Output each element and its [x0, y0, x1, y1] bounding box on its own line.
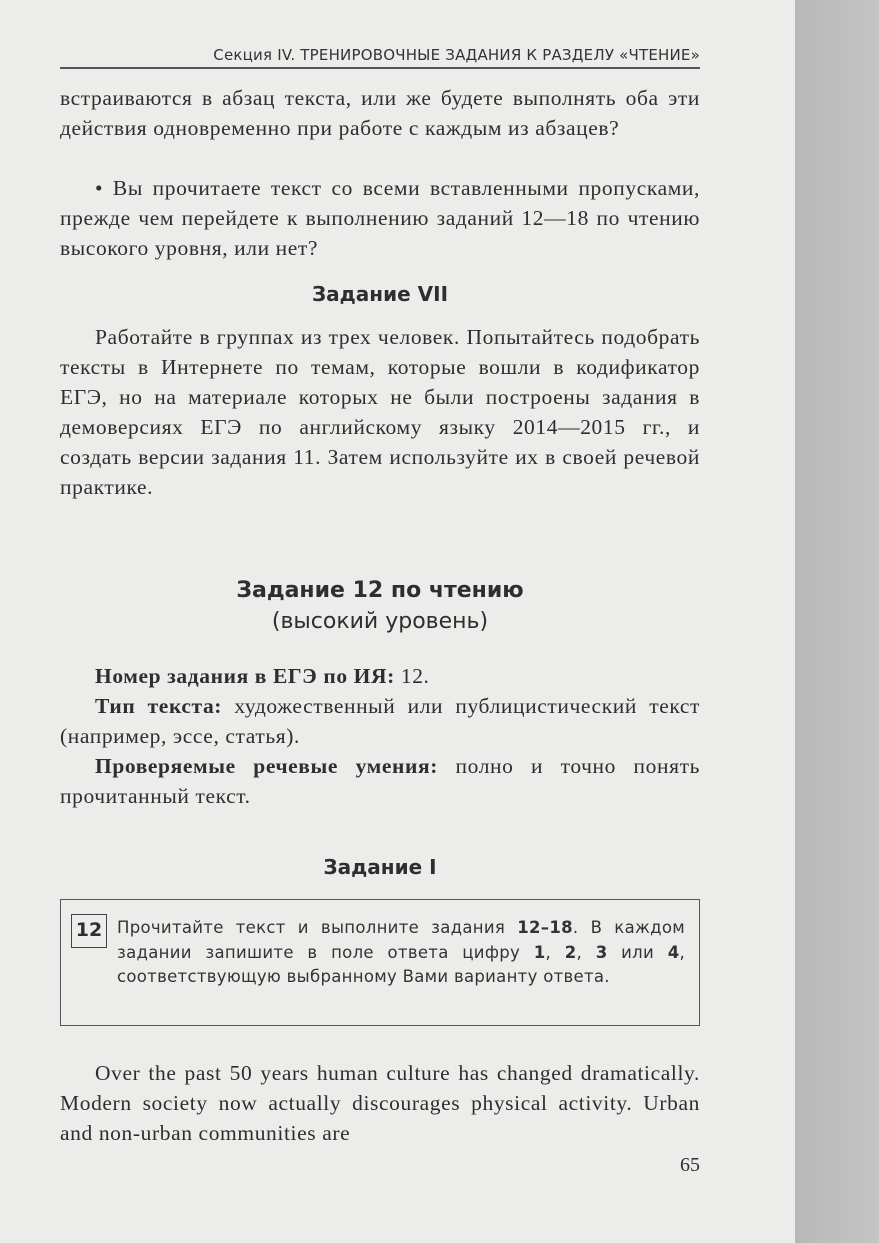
paragraph-bullet: • Вы прочитаете текст со всеми вставленными пропусками, прежде чем перейдете к выполнению заданий 12—18 по чтению высокого уровня, или нет?: [60, 176, 700, 260]
task-number-value: 12.: [394, 664, 430, 688]
instr-range: 12–18: [517, 918, 573, 937]
instr-part3: , соответствующую выбранному Вами варианту ответа.: [117, 942, 686, 986]
sep-1: ,: [545, 942, 565, 962]
page-number: 65: [680, 1154, 700, 1176]
instr-part2: . В каждом задании запишите в поле ответа цифру: [117, 918, 685, 962]
task-i-heading: Задание I: [323, 855, 437, 879]
option-3: 3: [595, 942, 608, 962]
english-passage: Over the past 50 years human culture has changed dramatically. Modern society now actually discourages physical activity. Urban and non-urban communities are: [60, 1061, 700, 1145]
task-instruction-text: [117, 916, 685, 990]
sep-2: ,: [576, 942, 596, 962]
task-vii-text: Работайте в группах из трех человек. Попытайтесь подобрать тексты в Интернете по темам, которые вошли в кодификатор ЕГЭ, но на материале которых не были построены задания в демоверсиях ЕГЭ по английскому языку 2014—2015 гг., и создать версии задания 11. Затем используйте их в своей речевой практике.: [60, 325, 700, 499]
option-2: 2: [564, 942, 577, 962]
text-type-line: [60, 691, 700, 751]
section-12-title: Задание 12 по чтению: [236, 578, 524, 603]
task-number-badge: 12: [71, 914, 107, 948]
option-1: 1: [533, 942, 546, 962]
skills-label: Проверяемые речевые умения:: [95, 754, 438, 778]
task-vii-heading: Задание VII: [311, 282, 449, 306]
scan-margin: [795, 0, 879, 1243]
instr-part1: Прочитайте текст и выполните задания: [117, 918, 518, 937]
text-type-value: художественный или публицистический текст (например, эссе, статья).: [60, 694, 700, 748]
option-4: 4: [667, 942, 680, 962]
task-number-line: [60, 661, 700, 691]
text-type-label: Тип текста:: [95, 694, 223, 718]
running-header: Секция IV. ТРЕНИРОВОЧНЫЕ ЗАДАНИЯ К РАЗДЕЛУ «ЧТЕНИЕ»: [213, 46, 700, 64]
task-number-label: Номер задания в ЕГЭ по ИЯ:: [95, 664, 395, 688]
section-12-subtitle: (высокий уровень): [271, 609, 489, 634]
paragraph-continued: встраиваются в абзац текста, или же будете выполнять оба эти действия одновременно при работе с каждым из абзацев?: [60, 86, 700, 140]
task-instruction-box: [60, 899, 700, 1026]
skills-value: полно и точно понять прочитанный текст.: [60, 754, 700, 808]
header-rule: [60, 67, 700, 69]
skills-line: [60, 751, 700, 811]
sep-3: или: [607, 942, 668, 962]
